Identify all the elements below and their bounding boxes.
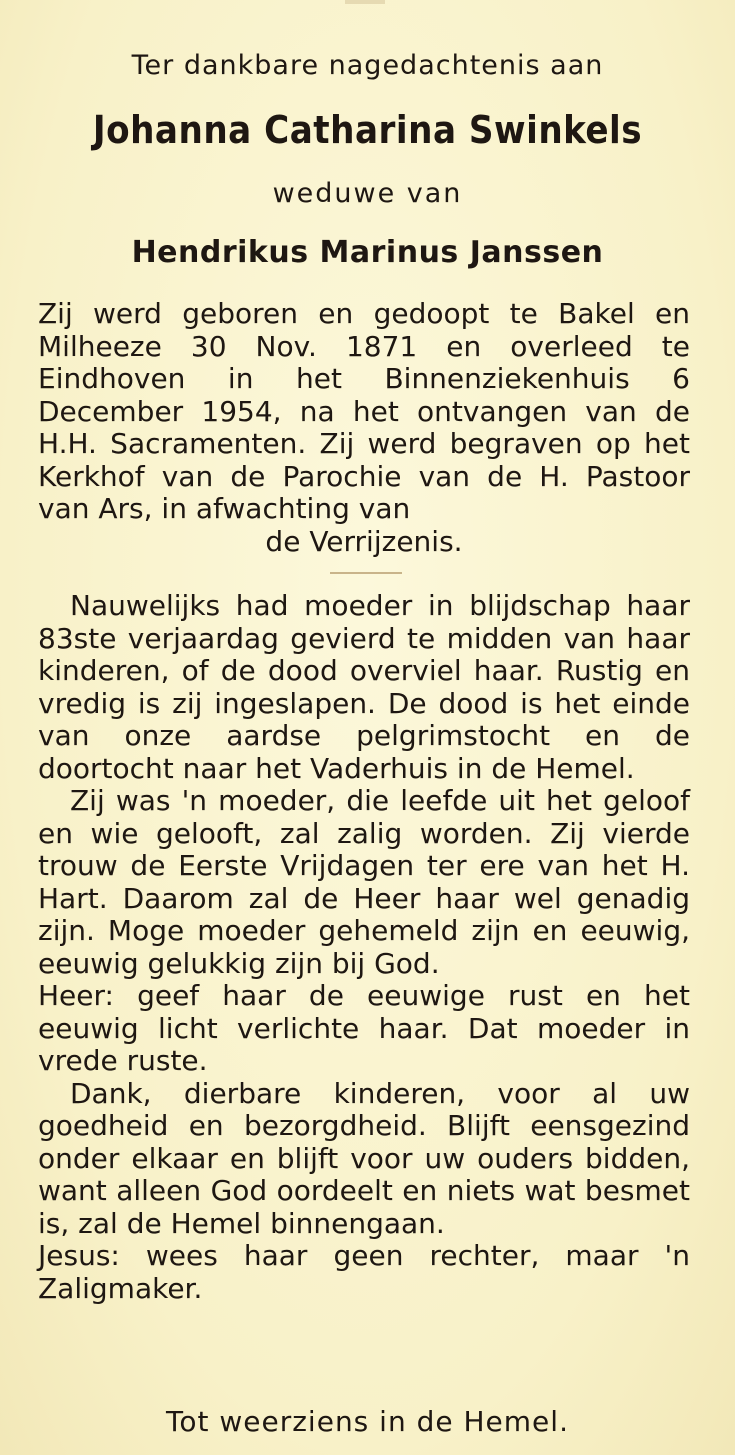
deceased-name: Johanna Catharina Swinkels (92, 108, 643, 152)
eulogy-paragraph: Dank, dierbare kinderen, voor al uw goedheid en bezorgdheid. Blijft eensgezind onder elkaar en blijft voor uw ouders bidden, want alleen God oordeelt en niets wat besmet is, zal de Hemel binnengaan. (38, 1076, 690, 1240)
eulogy (38, 590, 690, 1305)
biography-text: Zij werd geboren en gedoopt te Bakel en Milheeze 30 Nov. 1871 en overleed te Eindhoven in het Binnenziekenhuis 6 December 1954, na het ontvangen van de H.H. Sacramenten. Zij werd begraven op het Kerkhof van de Parochie van de H. Pastoor van Ars, in afwachting van (38, 297, 690, 525)
biography (38, 298, 690, 558)
intro-line: Ter dankbare nagedachtenis aan (131, 50, 604, 81)
eulogy-paragraph: Nauwelijks had moeder in blijdschap haar 83ste verjaardag gevierd te midden van haar kinderen, of de dood overviel haar. Rustig en vredig is zij ingeslapen. De dood is het einde van onze aardse pelgrimstocht en de doortocht naar het Vaderhuis in de Hemel. (38, 589, 690, 785)
top-edge-mark (345, 0, 385, 4)
husband-name: Hendrikus Marinus Janssen (131, 235, 604, 270)
prayer-paragraph: Jesus: wees haar geen rechter, maar 'n Zaligmaker. (38, 1239, 690, 1305)
closing-line: Tot weerziens in de Hemel. (166, 1405, 569, 1438)
divider-rule (330, 572, 402, 574)
widow-of-line: weduwe van (272, 178, 463, 209)
eulogy-paragraph: Zij was 'n moeder, die leefde uit het geloof en wie gelooft, zal zalig worden. Zij vierde trouw de Eerste Vrijdagen ter ere van het H. Hart. Daarom zal de Heer haar wel genadig zijn. Moge moeder gehemeld zijn en eeuwig, eeuwig gelukkig zijn bij God. (38, 784, 690, 980)
biography-last-line: de Verrijzenis. (265, 524, 463, 558)
prayer-paragraph: Heer: geef haar de eeuwige rust en het eeuwig licht verlichte haar. Dat moeder in vrede ruste. (38, 979, 690, 1077)
